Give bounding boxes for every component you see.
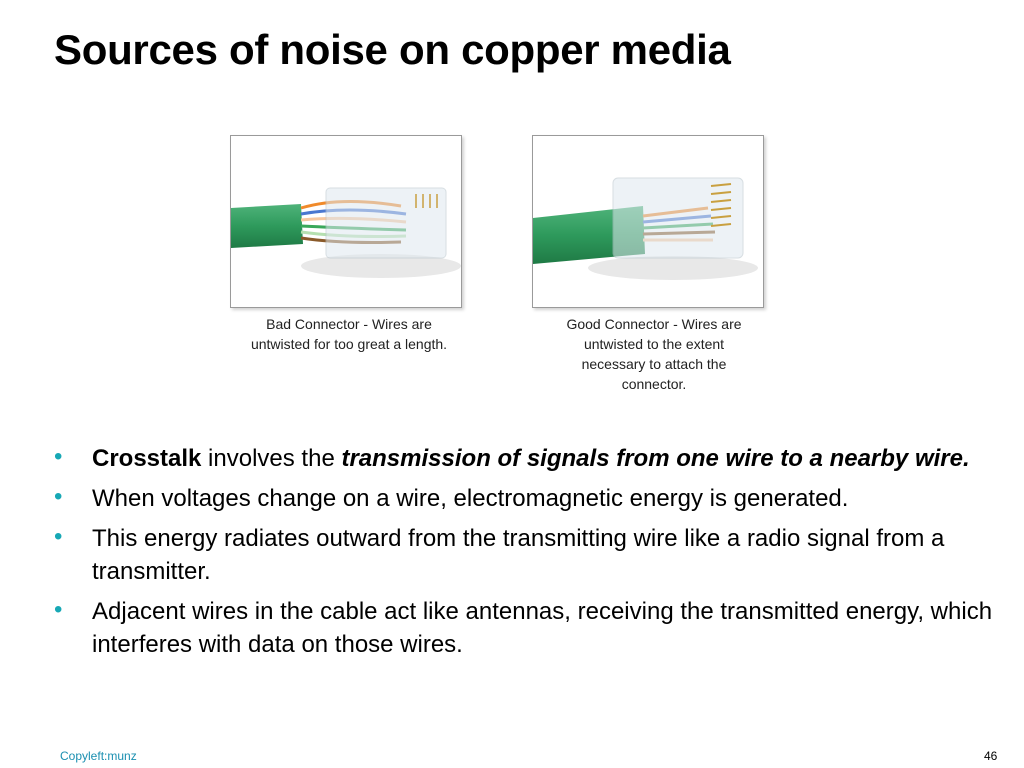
good-connector-image (532, 135, 764, 308)
caption-line: untwisted for too great a length. (250, 336, 448, 352)
caption-line: necessary to attach the (581, 356, 727, 372)
bullet-emphasis: transmission of signals from one wire to a nearby wire. (341, 445, 970, 472)
bullet-item (50, 442, 1000, 475)
bullet-text: When voltages change on a wire, electromagnetic energy is generated. (92, 485, 849, 512)
caption-line: Bad Connector - Wires are (266, 316, 432, 332)
bullet-item (50, 482, 1000, 515)
bullet-list (50, 442, 1000, 668)
bullet-icon: • (54, 596, 63, 623)
bullet-icon: • (54, 483, 63, 510)
slide-title: Sources of noise on copper media (54, 26, 731, 73)
bullet-icon: • (54, 523, 63, 550)
bullet-icon: • (54, 443, 63, 470)
caption-line: untwisted to the extent (583, 336, 725, 352)
bullet-item (50, 595, 1000, 661)
footer-copyleft: Copyleft:munz (60, 749, 137, 763)
caption-line: Good Connector - Wires are (566, 316, 742, 332)
bad-connector-image (230, 135, 462, 308)
bullet-term: Crosstalk (92, 445, 202, 472)
bad-connector-caption (226, 314, 472, 354)
bullet-text: This energy radiates outward from the transmitting wire like a radio signal from a transmitter. (92, 525, 945, 585)
bullet-text: Adjacent wires in the cable act like antennas, receiving the transmitted energy, which interferes with data on those wires. (92, 598, 993, 658)
bullet-text: involves the (201, 445, 342, 472)
page-number: 46 (984, 749, 998, 763)
good-connector-caption (534, 314, 774, 394)
bullet-item (50, 522, 1000, 588)
caption-line: connector. (621, 376, 687, 392)
